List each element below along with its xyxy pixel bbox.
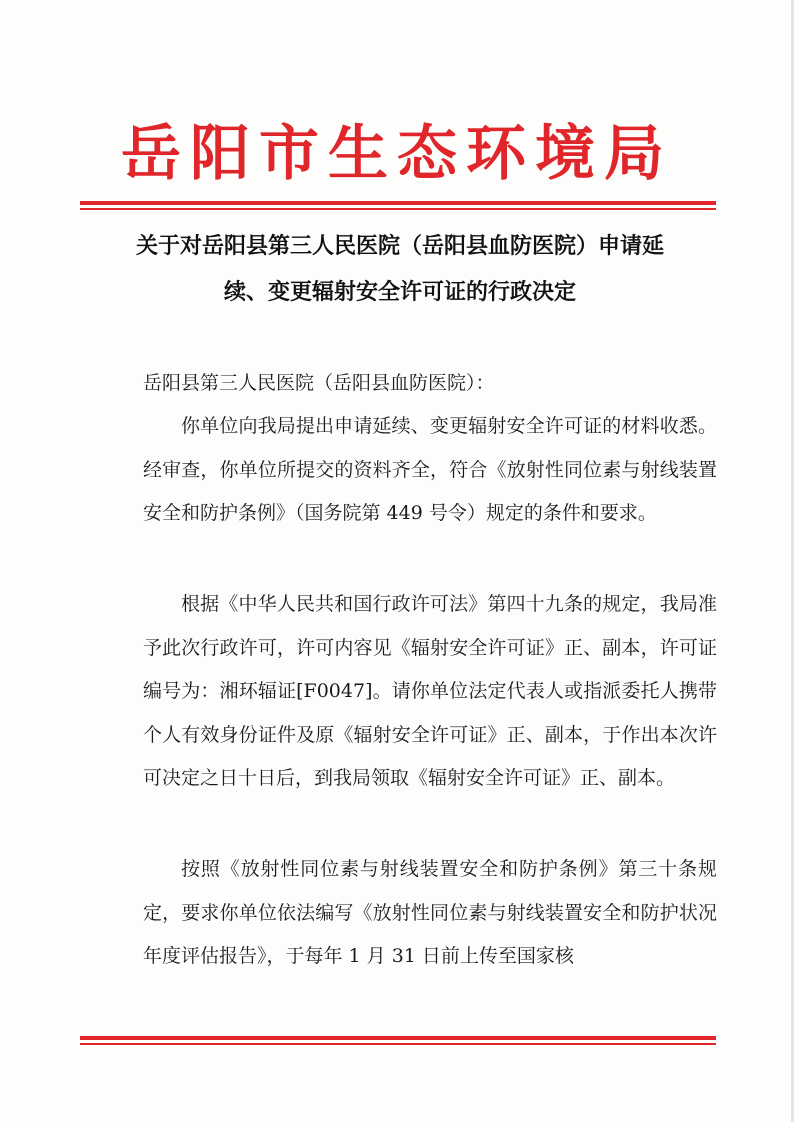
paragraph-3-block [143,848,717,979]
divider-thin-line [80,208,716,210]
masthead-divider [80,201,716,210]
document-title-line-2: 续、变更辐射安全许可证的行政决定 [223,280,576,305]
paragraph-2: 根据《中华人民共和国行政许可法》第四十九条的规定，我局准予此次行政许可，许可内容见《辐射安全许可证》正、副本，许可证编号为：湘环辐证[F0047]。请你单位法定代表人或指派委托人携带个人有效身份证件及原《辐射安全许可证》正、副本，于作出本次许可决定之日十日后，到我局领取《辐射安全许可证》正、副本。 [143,593,717,789]
footer-divider [80,1036,716,1045]
salutation: 岳阳县第三人民医院（岳阳县血防医院）： [143,372,495,394]
document-title-line-1: 关于对岳阳县第三人民医院（岳阳县血防医院）申请延 [135,234,664,259]
masthead-title: 岳阳市生态环境局 [121,119,673,189]
paragraph-2-block [143,583,717,801]
paragraph-1-block [143,405,717,536]
footer-thin-line [80,1043,716,1045]
paragraph-1: 你单位向我局提出申请延续、变更辐射安全许可证的材料收悉。经审查，你单位所提交的资料齐全，符合《放射性同位素与射线装置安全和防护条例》（国务院第 449 号令）规定的条件和要求。 [143,415,717,524]
paragraph-3: 按照《放射性同位素与射线装置安全和防护条例》第三十条规定，要求你单位依法编写《放射性同位素与射线装置安全和防护状况年度评估报告》，于每年 1 月 31 日前上传至国家核 [143,858,717,967]
